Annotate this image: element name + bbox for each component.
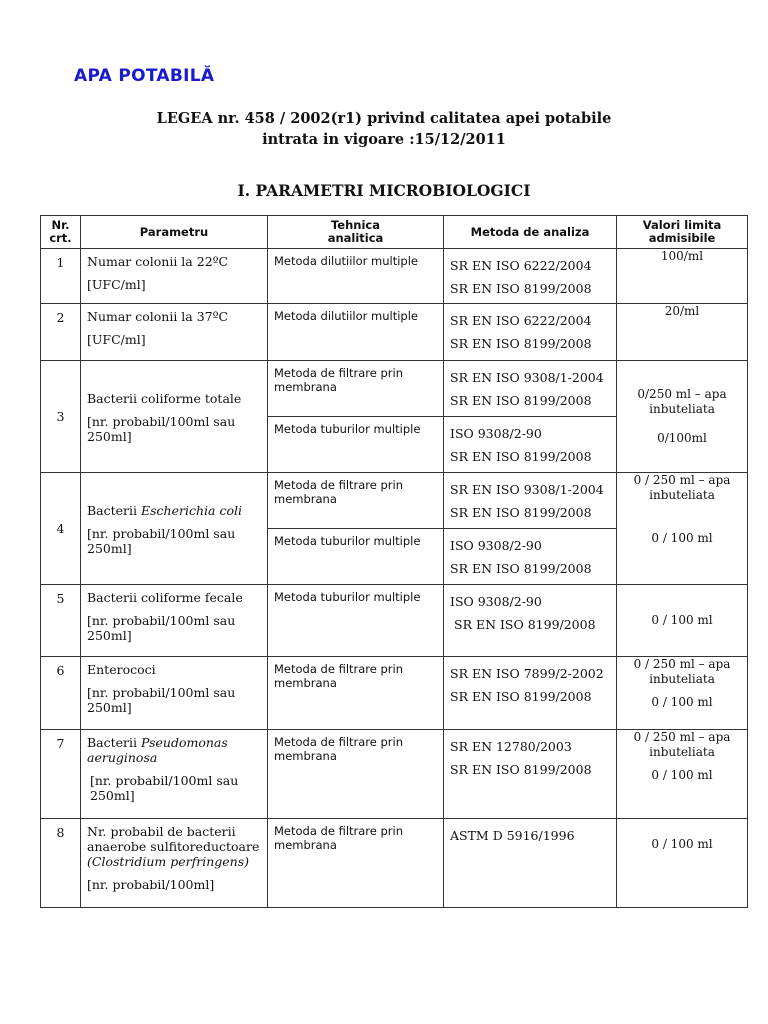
spacer [621, 503, 743, 531]
limit-value-cell: 0 / 100 ml [617, 585, 748, 657]
method-standard: SR EN ISO 9308/1-2004 [450, 482, 604, 497]
method-cell [444, 529, 617, 585]
header-metoda: Metoda de analiza [444, 216, 617, 249]
parameter-species: (Clostridium perfringens) [87, 854, 250, 869]
method-standard: SR EN ISO 6222/2004 [450, 258, 592, 273]
parameter-unit: [nr. probabil/100ml sau 250ml] [87, 613, 236, 643]
method-standard: ISO 9308/2-90 [450, 426, 542, 441]
header-valori-line1: Valori limita [642, 218, 722, 232]
parameter-cell [81, 473, 268, 585]
table-row [41, 585, 748, 657]
header-nr [41, 216, 81, 249]
table-header-row [41, 216, 748, 249]
method-cell [444, 417, 617, 473]
row-number: 6 [41, 657, 81, 730]
method-standard: SR EN ISO 8199/2008 [450, 561, 592, 576]
technique-cell: Metoda tuburilor multiple [268, 529, 444, 585]
row-number: 8 [41, 819, 81, 908]
parameter-name: Nr. probabil de bacterii anaerobe sulfitoreductoare [87, 824, 260, 854]
row-number: 2 [41, 304, 81, 361]
law-title: LEGEA nr. 458 / 2002(r1) privind calitatea apei potabile [156, 110, 612, 127]
method-standard: SR EN ISO 8199/2008 [450, 505, 592, 520]
table-row [41, 249, 748, 304]
parameter-unit: [UFC/ml] [87, 277, 146, 292]
method-standard: SR EN ISO 8199/2008 [450, 336, 592, 351]
method-cell [444, 819, 617, 908]
method-cell [444, 249, 617, 304]
table-row [41, 730, 748, 819]
row-number: 7 [41, 730, 81, 819]
limit-value-cell: 20/ml [617, 304, 748, 361]
limit-value-cell [617, 819, 748, 908]
row-number: 1 [41, 249, 81, 304]
limit-value-cell [617, 730, 748, 819]
technique-cell: Metoda de filtrare prin membrana [268, 361, 444, 417]
microbiological-parameters-table [40, 215, 748, 908]
method-cell [444, 473, 617, 529]
limit-value-cell: 100/ml [617, 249, 748, 304]
method-standard: SR EN ISO 8199/2008 [450, 689, 592, 704]
parameter-species: Escherichia coli [141, 502, 242, 518]
technique-cell: Metoda de filtrare prin membrana [268, 657, 444, 730]
spacer [621, 819, 743, 837]
spacer [621, 417, 743, 431]
parameter-name [87, 503, 262, 518]
brand-title: APA POTABILĂ [74, 66, 215, 86]
law-effective-date: intrata in vigoare :15/12/2011 [262, 131, 506, 148]
method-standard: SR EN ISO 8199/2008 [450, 449, 592, 464]
limit-value-bottled-note: inbuteliata [649, 402, 715, 416]
parameter-cell [81, 249, 268, 304]
limit-value: 0 / 100 ml [651, 531, 713, 545]
limit-value-cell [617, 657, 748, 730]
table-row [41, 819, 748, 908]
row-number: 3 [41, 361, 81, 473]
law-heading [0, 108, 768, 150]
limit-value-bottled-note: inbuteliata [649, 745, 715, 759]
parameter-name: Bacterii coliforme fecale [87, 590, 243, 605]
technique-cell: Metoda de filtrare prin membrana [268, 473, 444, 529]
limit-value-bottled-note: inbuteliata [649, 488, 715, 502]
parameter-name: Numar colonii la 37ºC [87, 309, 229, 324]
parameter-unit: [nr. probabil/100ml] [87, 877, 215, 892]
parameter-unit: [nr. probabil/100ml sau 250ml] [90, 773, 239, 803]
parameter-name [87, 735, 262, 765]
limit-value-cell [617, 473, 748, 585]
parameter-cell [81, 657, 268, 730]
method-standard: SR EN ISO 8199/2008 [450, 281, 592, 296]
header-valori-line2: admisibile [648, 231, 716, 245]
parameter-unit: [UFC/ml] [87, 332, 146, 347]
method-cell [444, 730, 617, 819]
header-tehnica [268, 216, 444, 249]
method-standard: SR EN ISO 8199/2008 [450, 762, 592, 777]
technique-cell: Metoda tuburilor multiple [268, 417, 444, 473]
limit-value: 0 / 100 ml [651, 768, 713, 782]
method-standard: SR EN ISO 8199/2008 [450, 393, 592, 408]
table-row [41, 361, 748, 417]
method-standard: ISO 9308/2-90 [450, 594, 542, 609]
parameter-species: Pseudomonas aeruginosa [87, 735, 228, 765]
table-row [41, 473, 748, 529]
parameter-species-wrap [87, 854, 262, 869]
method-standard: SR EN 12780/2003 [450, 739, 572, 754]
method-standard: SR EN ISO 9308/1-2004 [450, 370, 604, 385]
technique-cell: Metoda dilutiilor multiple [268, 304, 444, 361]
technique-cell: Metoda de filtrare prin membrana [268, 730, 444, 819]
table-row [41, 304, 748, 361]
limit-value-bottled-note: inbuteliata [649, 672, 715, 686]
header-valori [617, 216, 748, 249]
parameter-name: Enterococi [87, 662, 156, 677]
limit-value-cell [617, 361, 748, 473]
method-standard: ASTM D 5916/1996 [450, 828, 575, 843]
technique-cell: Metoda tuburilor multiple [268, 585, 444, 657]
method-standard: SR EN ISO 8199/2008 [454, 617, 596, 632]
limit-value-bottled: 0 / 250 ml – apa [633, 473, 731, 487]
technique-cell: Metoda de filtrare prin membrana [268, 819, 444, 908]
limit-value-bottled: 0/250 ml – apa [637, 387, 727, 401]
limit-value-bottled: 0 / 250 ml – apa [633, 657, 731, 671]
parameter-name: Numar colonii la 22ºC [87, 254, 229, 269]
limit-value: 0 / 100 ml [651, 837, 713, 851]
parameter-unit: [nr. probabil/100ml sau 250ml] [87, 525, 236, 556]
parameter-unit: [nr. probabil/100ml sau 250ml] [87, 685, 236, 715]
limit-value-bottled: 0 / 250 ml – apa [633, 730, 731, 744]
parameter-name-prefix: Bacterii [87, 735, 142, 750]
table-row [41, 657, 748, 730]
limit-value: 0/100ml [657, 431, 707, 445]
method-cell [444, 585, 617, 657]
limit-value: 0 / 100 ml [651, 695, 713, 709]
method-standard: ISO 9308/2-90 [450, 538, 542, 553]
header-nr-line2: crt. [49, 231, 72, 245]
method-standard: SR EN ISO 6222/2004 [450, 313, 592, 328]
method-cell [444, 361, 617, 417]
spacer [621, 760, 743, 768]
parameter-unit: [nr. probabil/100ml sau 250ml] [87, 413, 236, 444]
parameter-name-prefix: Bacterii [87, 502, 142, 518]
parameter-name: Bacterii coliforme totale [87, 390, 242, 406]
header-nr-line1: Nr. [51, 218, 70, 232]
method-cell [444, 304, 617, 361]
parameter-cell [81, 304, 268, 361]
parameter-cell [81, 730, 268, 819]
section-title: I. PARAMETRI MICROBIOLOGICI [237, 181, 531, 200]
parameter-cell [81, 585, 268, 657]
header-tehnica-line2: analitica [327, 231, 384, 245]
method-cell [444, 657, 617, 730]
technique-cell: Metoda dilutiilor multiple [268, 249, 444, 304]
row-number: 5 [41, 585, 81, 657]
method-standard: SR EN ISO 7899/2-2002 [450, 666, 604, 681]
row-number: 4 [41, 473, 81, 585]
spacer [621, 687, 743, 695]
parameter-cell [81, 361, 268, 473]
header-tehnica-line1: Tehnica [330, 218, 380, 232]
parameter-cell [81, 819, 268, 908]
header-parametru: Parametru [81, 216, 268, 249]
